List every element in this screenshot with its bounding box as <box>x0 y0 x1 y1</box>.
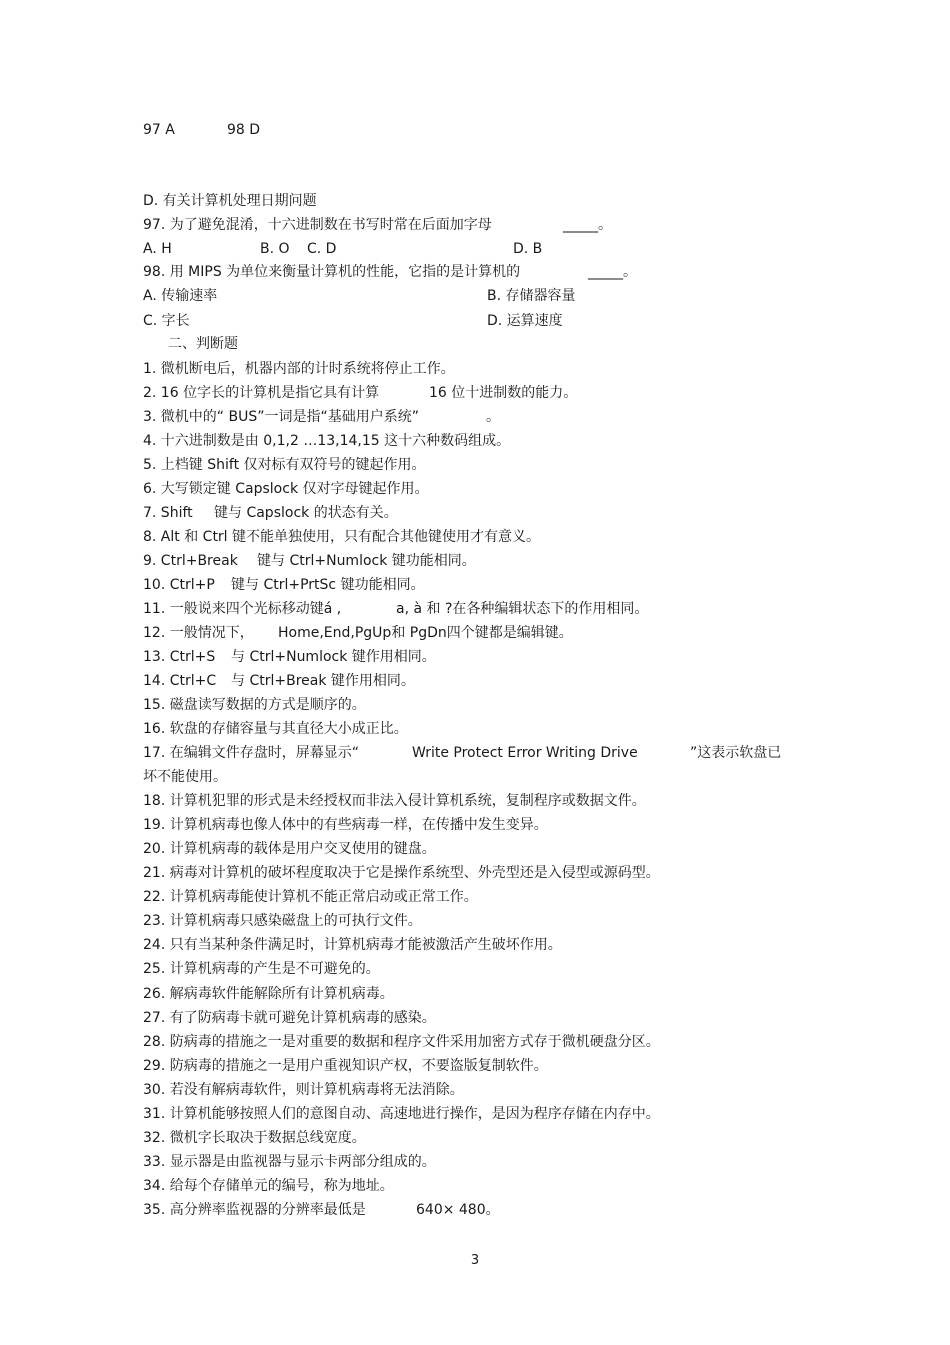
question-text-tail: 16 位十进制数的能力。 <box>429 385 578 401</box>
tf-question-31: 31. 计算机能够按照人们的意图自动、高速地进行操作，是因为程序存储在内存中。 <box>143 1106 660 1122</box>
tf-question-18: 18. 计算机犯罪的形式是未经授权而非法入侵计算机系统，复制程序或数据文件。 <box>143 793 646 809</box>
question-text-tail: 键与 Ctrl+Numlock 键功能相同。 <box>257 553 476 569</box>
tf-question-19: 19. 计算机病毒也像人体中的有些病毒一样，在传播中发生变异。 <box>143 817 548 833</box>
question-text: 11. 一般说来四个光标移动键á , <box>143 601 342 617</box>
tf-question-28: 28. 防病毒的措施之一是对重要的数据和程序文件采用加密方式存于微机硬盘分区。 <box>143 1034 660 1050</box>
option-b: B. 存储器容量 <box>487 288 576 304</box>
answer-blank: _____。 <box>588 264 637 280</box>
tf-question-27: 27. 有了防病毒卡就可避免计算机病毒的感染。 <box>143 1010 436 1026</box>
answer-blank: _____。 <box>563 217 612 233</box>
tf-question-32: 32. 微机字长取决于数据总线宽度。 <box>143 1130 366 1146</box>
tf-question-15: 15. 磁盘读写数据的方式是顺序的。 <box>143 697 366 713</box>
question-text: 7. Shift <box>143 505 193 521</box>
page-number: 3 <box>470 1253 480 1268</box>
answer-97: 97 A <box>143 122 175 138</box>
question-text-tail: 键与 Ctrl+PrtSc 键功能相同。 <box>231 577 425 593</box>
tf-question-22: 22. 计算机病毒能使计算机不能正常启动或正常工作。 <box>143 889 478 905</box>
question-text-tail: 键与 Capslock 的状态有关。 <box>214 505 398 521</box>
tf-question-16: 16. 软盘的存储容量与其直径大小成正比。 <box>143 721 408 737</box>
tf-question-25: 25. 计算机病毒的产生是不可避免的。 <box>143 961 380 977</box>
option-c: C. D <box>307 241 337 257</box>
tf-question-6: 6. 大写锁定键 Capslock 仅对字母键起作用。 <box>143 481 429 497</box>
tf-question-33: 33. 显示器是由监视器与显示卡两部分组成的。 <box>143 1154 436 1170</box>
option-d: D. 运算速度 <box>487 313 563 329</box>
question-text-tail: a, à 和 ?在各种编辑状态下的作用相同。 <box>396 601 649 617</box>
option-a: A. H <box>143 241 172 257</box>
answer-98: 98 D <box>227 122 261 138</box>
question-text-tail: ”这表示软盘已 <box>690 745 782 761</box>
question-text: 10. Ctrl+P <box>143 577 215 593</box>
tf-question-30: 30. 若没有解病毒软件，则计算机病毒将无法消除。 <box>143 1082 464 1098</box>
question-text: 35. 高分辨率监视器的分辨率最低是 <box>143 1202 366 1218</box>
tf-question-20: 20. 计算机病毒的载体是用户交叉使用的键盘。 <box>143 841 436 857</box>
question-text-tail: 与 Ctrl+Break 键作用相同。 <box>231 673 415 689</box>
tf-question-26: 26. 解病毒软件能解除所有计算机病毒。 <box>143 986 394 1002</box>
option-c: C. 字长 <box>143 313 190 329</box>
question-text: 97. 为了避免混淆，十六进制数在书写时常在后面加字母 <box>143 217 492 233</box>
tf-question-24: 24. 只有当某种条件满足时，计算机病毒才能被激活产生破坏作用。 <box>143 937 562 953</box>
option-a: A. 传输速率 <box>143 288 218 304</box>
tf-question-1: 1. 微机断电后，机器内部的计时系统将停止工作。 <box>143 361 455 377</box>
tf-question-21: 21. 病毒对计算机的破坏程度取决于它是操作系统型、外壳型还是入侵型或源码型。 <box>143 865 660 881</box>
tf-question-34: 34. 给每个存储单元的编号，称为地址。 <box>143 1178 394 1194</box>
question-text-tail: Home,End,PgUp和 PgDn四个键都是编辑键。 <box>278 625 573 641</box>
tf-question-8: 8. Alt 和 Ctrl 键不能单独使用，只有配合其他键使用才有意义。 <box>143 529 541 545</box>
option-b: B. O <box>260 241 290 257</box>
prev-question-option-d: D. 有关计算机处理日期问题 <box>143 193 317 209</box>
question-text-tail: 640× 480。 <box>416 1202 500 1218</box>
tf-question-29: 29. 防病毒的措施之一是用户重视知识产权，不要盗版复制软件。 <box>143 1058 548 1074</box>
question-text: 98. 用 MIPS 为单位来衡量计算机的性能，它指的是计算机的 <box>143 264 521 280</box>
question-text: 13. Ctrl+S <box>143 649 216 665</box>
question-text: 12. 一般情况下， <box>143 625 254 641</box>
tf-question-17-continuation: 坏不能使用。 <box>143 769 227 785</box>
section-heading: 二、判断题 <box>168 336 238 352</box>
tf-question-5: 5. 上档键 Shift 仅对标有双符号的键起作用。 <box>143 457 426 473</box>
tf-question-23: 23. 计算机病毒只感染磁盘上的可执行文件。 <box>143 913 422 929</box>
question-text-tail: 。 <box>486 409 500 425</box>
option-d: D. B <box>513 241 543 257</box>
question-text: 17. 在编辑文件存盘时，屏幕显示“ <box>143 745 359 761</box>
question-text: 2. 16 位字长的计算机是指它具有计算 <box>143 385 380 401</box>
question-text: 14. Ctrl+C <box>143 673 217 689</box>
tf-question-4: 4. 十六进制数是由 0,1,2 …13,14,15 这十六种数码组成。 <box>143 433 511 449</box>
question-text-tail: 与 Ctrl+Numlock 键作用相同。 <box>231 649 436 665</box>
question-text: 9. Ctrl+Break <box>143 553 238 569</box>
question-text: 3. 微机中的“ BUS”一词是指“基础用户系统” <box>143 409 420 425</box>
quoted-message: Write Protect Error Writing Drive <box>412 745 638 761</box>
